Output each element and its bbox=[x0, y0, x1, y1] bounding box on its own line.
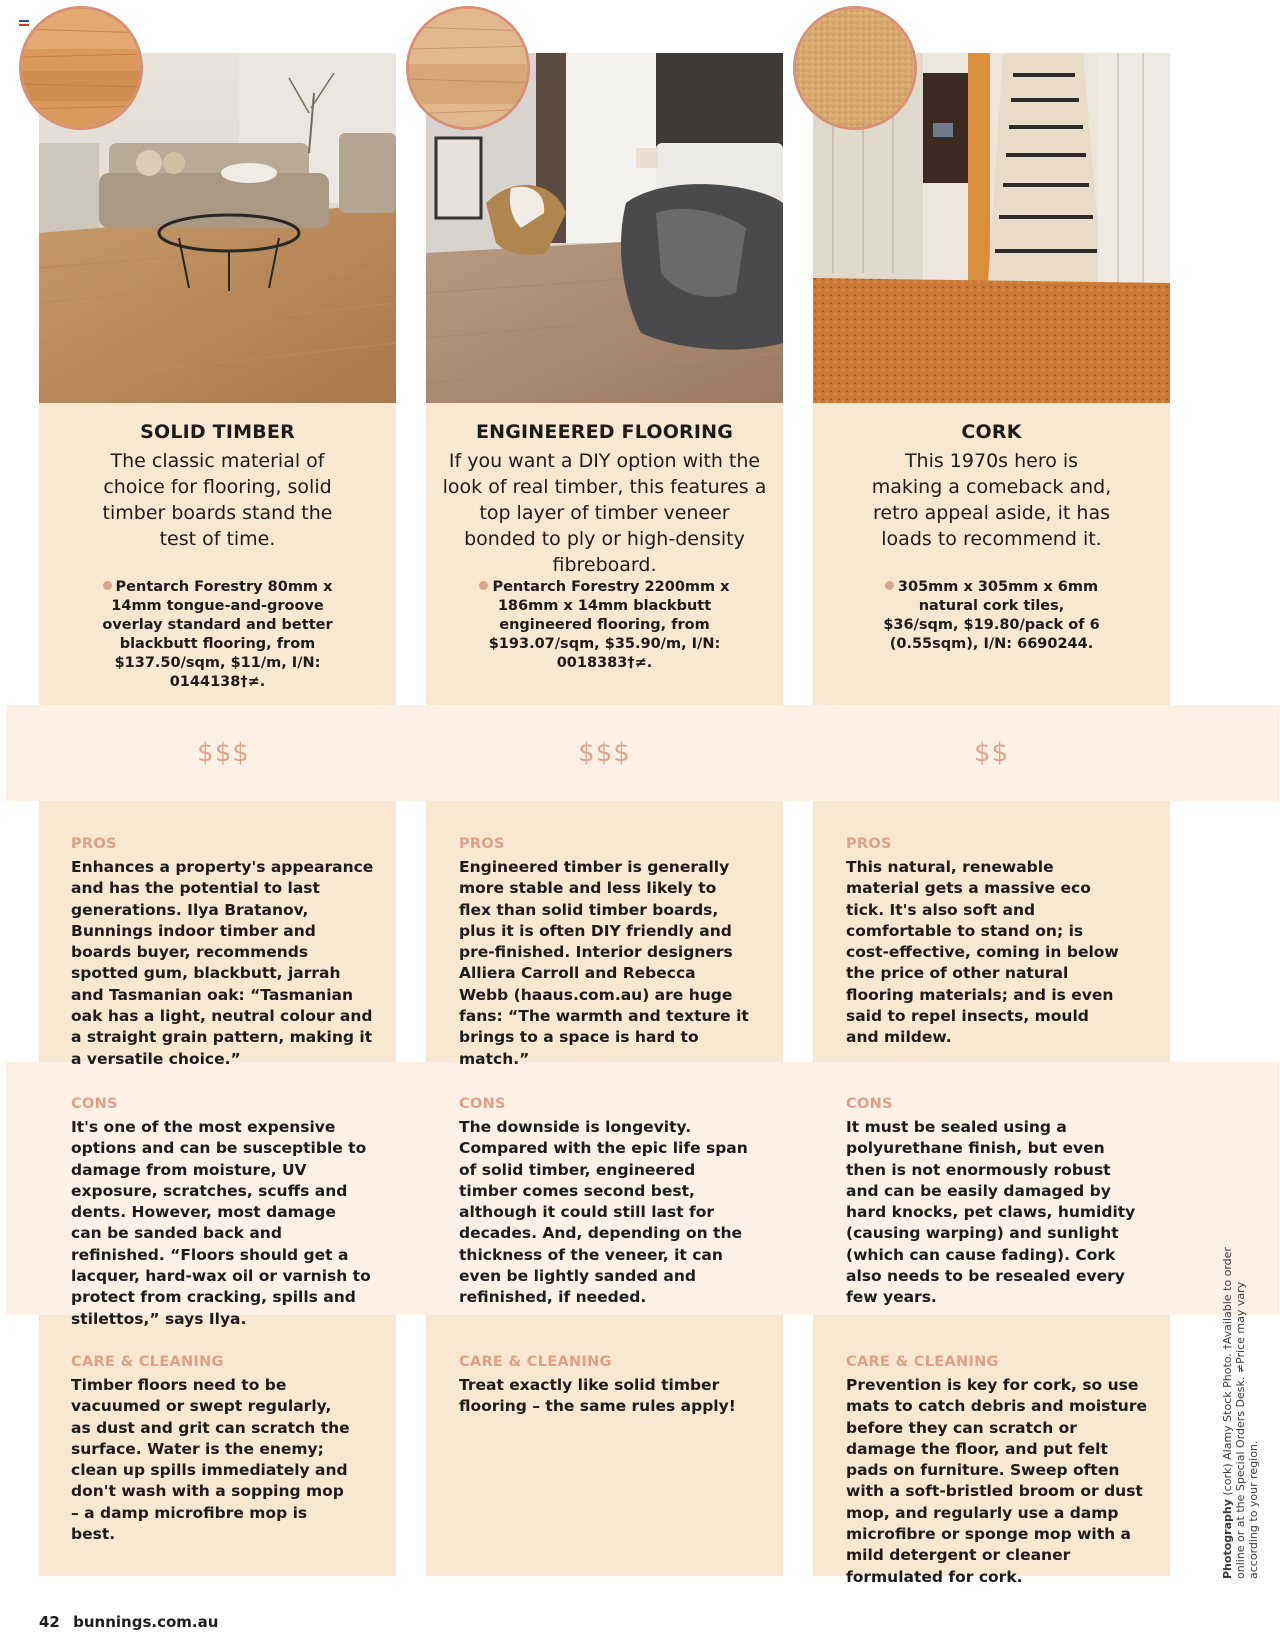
solid-timber-pros-label: PROS bbox=[71, 836, 117, 852]
page-footer bbox=[39, 1613, 218, 1631]
cork-title: CORK bbox=[961, 421, 1022, 443]
engineered-flooring-care-label: CARE & CLEANING bbox=[459, 1354, 612, 1370]
solid-timber-intro: The classic material of choice for flooring, solid timber boards stand the test of time. bbox=[102, 450, 333, 550]
cork-care-label: CARE & CLEANING bbox=[846, 1354, 999, 1370]
engineered-flooring-pros-text: Engineered timber is generally more stable and less likely to flex than solid timber boards, plus it is often DIY friendly and pre-finished. Interior designers Alliera Carroll and Rebecca Webb (haaus.com.au) are huge fans: “The warmth and texture it brings to a space is hard to match.” bbox=[459, 858, 749, 1068]
engineered-flooring-pros-label: PROS bbox=[459, 836, 505, 852]
engineered-flooring-product: Pentarch Forestry 2200mm x 186mm x 14mm blackbutt engineered flooring, from $193.07/sqm, $35.90/m, I/N: 0018383†≠. bbox=[459, 578, 750, 673]
brand-flag-icon bbox=[19, 20, 29, 26]
cork-pros-text: This natural, renewable material gets a massive eco tick. It's also soft and comfortable to stand on; is cost-effective, coming in below the price of other natural flooring materials; and is even said to repel insects, mould and mildew. bbox=[846, 858, 1119, 1047]
cork-pros-label: PROS bbox=[846, 836, 892, 852]
solid-timber-pros-text: Enhances a property's appearance and has the potential to last generations. Ilya Bratanov, Bunnings indoor timber and boards buyer, recommends spotted gum, blackbutt, jarrah and Tasmanian oak: “Tasmanian oak has a light, neutral colour and a straight grain pattern, making it a versatile choice.” bbox=[71, 858, 374, 1068]
cork-swatch bbox=[793, 6, 917, 130]
bullet-dot-icon bbox=[885, 581, 894, 590]
solid-timber-swatch bbox=[19, 6, 143, 130]
solid-timber-cons-label: CONS bbox=[71, 1096, 118, 1112]
cork-cons-text: It must be sealed using a polyurethane finish, but even then is not enormously robust and can be easily damaged by hard knocks, pet claws, humidity (causing warping) and sunlight (which can cause fading). Cork also needs to be resealed every few years. bbox=[846, 1118, 1136, 1307]
solid-timber-cons-text: It's one of the most expensive options and can be susceptible to damage from moisture, UV exposure, scratches, scuffs and dents. However, most damage can be sanded back and refinished. “Floors should get a lacquer, hard-wax oil or varnish to protect from cracking, spills and stilettos,” says Ilya. bbox=[71, 1118, 371, 1328]
cork-product: 305mm x 305mm x 6mm natural cork tiles, $36/sqm, $19.80/pack of 6 (0.55sqm), I/N: 6690244. bbox=[883, 579, 1100, 652]
bullet-dot-icon bbox=[103, 581, 112, 590]
credits-text: (cork) Alamy Stock Photo. †Available to order online or at the Special Orders Desk. ≠Price may vary according to your region. bbox=[1221, 1247, 1260, 1579]
solid-timber-title: SOLID TIMBER bbox=[140, 421, 295, 443]
credits-label: Photography bbox=[1221, 1499, 1234, 1579]
solid-timber-price-rating: $$$ bbox=[197, 738, 250, 768]
engineered-flooring-title: ENGINEERED FLOORING bbox=[475, 421, 734, 443]
engineered-flooring-intro: If you want a DIY option with the look of real timber, this features a top layer of timber veneer bonded to ply or high-density fibreboard. bbox=[442, 450, 767, 576]
engineered-flooring-cons-text: The downside is longevity. Compared with the epic life span of solid timber, engineered timber comes second best, although it could still last for decades. And, depending on the thickness of the veneer, it can even be lightly sanded and refinished, if needed. bbox=[459, 1118, 748, 1307]
engineered-flooring-cons-label: CONS bbox=[459, 1096, 506, 1112]
cork-cons-label: CONS bbox=[846, 1096, 893, 1112]
photo-credits bbox=[1221, 1239, 1260, 1579]
solid-timber-care-label: CARE & CLEANING bbox=[71, 1354, 224, 1370]
cork-care-text: Prevention is key for cork, so use mats to catch debris and moisture before they can scratch or damage the floor, and put felt pads on furniture. Sweep often with a soft-bristled broom or dust mop, and regularly use a damp microfibre or sponge mop with a mild detergent or cleaner formulated for cork. bbox=[846, 1376, 1147, 1586]
engineered-flooring-swatch bbox=[406, 6, 530, 130]
engineered-flooring-price-rating: $$$ bbox=[578, 738, 631, 768]
solid-timber-care-text: Timber floors need to be vacuumed or swept regularly, as dust and grit can scratch the surface. Water is the enemy; clean up spills immediately and don't wash with a sopping mop – a damp microfibre mop is best. bbox=[71, 1376, 350, 1544]
solid-timber-product: Pentarch Forestry 80mm x 14mm tongue-and-groove overlay standard and better blackbutt flooring, from $137.50/sqm, $11/m, I/N: 0144138†≠. bbox=[102, 579, 333, 690]
site-link[interactable]: bunnings.com.au bbox=[73, 1613, 219, 1631]
cork-price-rating: $$ bbox=[973, 738, 1010, 768]
engineered-flooring-care-text: Treat exactly like solid timber flooring – the same rules apply! bbox=[459, 1376, 736, 1416]
bullet-dot-icon bbox=[479, 581, 488, 590]
cork-intro: This 1970s hero is making a comeback and, retro appeal aside, it has loads to recommend it. bbox=[871, 450, 1112, 550]
page-number: 42 bbox=[39, 1613, 60, 1631]
